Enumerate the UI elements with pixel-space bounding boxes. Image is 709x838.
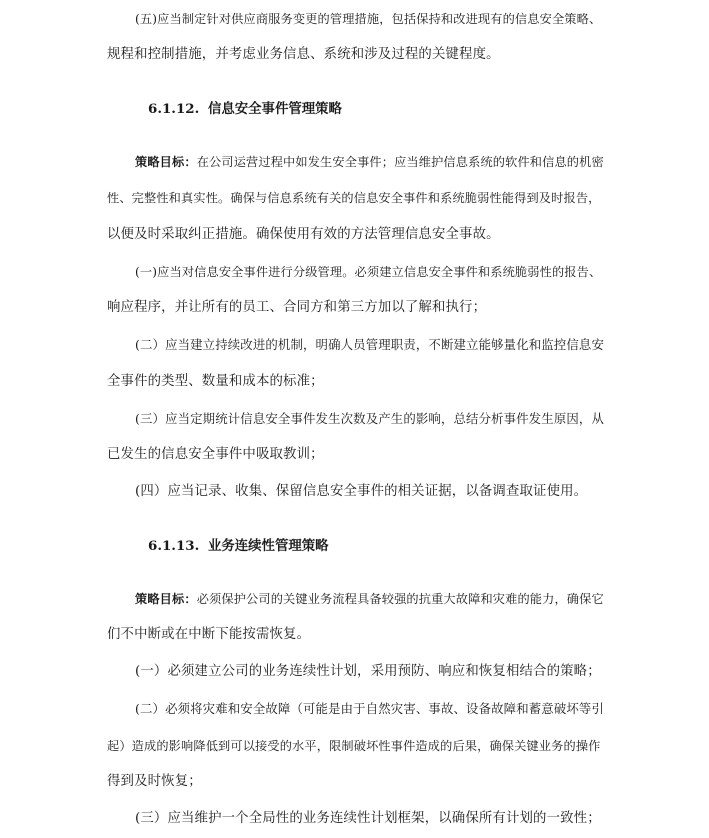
- paragraph-line: 性、完整性和真实性。确保与信息系统有关的信息安全事件和系统脆弱性能得到及时报告，: [107, 191, 601, 205]
- list-item-line: (三）应当定期统计信息安全事件发生次数及产生的影响，总结分析事件发生原因，从: [135, 411, 604, 426]
- policy-goal-text: 必须保护公司的关键业务流程具备较强的抗重大故障和灾难的能力，确保它: [196, 592, 604, 606]
- policy-goal-line: [135, 153, 607, 171]
- section-heading: [148, 100, 342, 118]
- policy-goal-label: 策略目标：: [135, 155, 197, 169]
- list-item-line: 起）造成的影响降低到可以接受的水平，限制破坏性事件造成的后果，确保关键业务的操作: [107, 739, 601, 753]
- paragraph-line: 们不中断或在中断下能按需恢复。: [107, 627, 311, 642]
- list-item-line: (四）应当记录、收集、保留信息安全事件的相关证据，以备调查取证使用。: [135, 484, 588, 499]
- paragraph-line: 规程和控制措施，并考虑业务信息、系统和涉及过程的关键程度。: [107, 47, 500, 62]
- list-item-line: (三）应当维护一个全局性的业务连续性计划框架，以确保所有计划的一致性；: [135, 811, 601, 826]
- list-item-line: (一)应当对信息安全事件进行分级管理。必须建立信息安全事件和系统脆弱性的报告、: [135, 265, 602, 279]
- section-number: 6.1.13.: [148, 538, 200, 554]
- list-item-line: (二）应当建立持续改进的机制，明确人员管理职责，不断建立能够量化和监控信息安: [135, 337, 604, 352]
- policy-goal-text: 在公司运营过程中如发生安全事件；应当维护信息系统的软件和信息的机密: [196, 155, 604, 169]
- list-item-line: 全事件的类型、数量和成本的标准；: [107, 374, 324, 389]
- section-number: 6.1.12.: [148, 101, 200, 117]
- list-item-line: 响应程序，并让所有的员工、合同方和第三方加以了解和执行；: [107, 300, 487, 315]
- paragraph-line: 以便及时采取纠正措施。确保使用有效的方法管理信息安全事故。: [107, 227, 500, 242]
- section-title: 业务连续性管理策略: [208, 538, 329, 554]
- section-heading: [148, 537, 329, 555]
- paragraph-line: (五)应当制定针对供应商服务变更的管理措施，包括保持和改进现有的信息安全策略、: [135, 12, 602, 26]
- list-item-line: 已发生的信息安全事件中吸取教训；: [107, 447, 324, 462]
- section-title: 信息安全事件管理策略: [208, 101, 342, 117]
- list-item-line: (二）必须将灾难和安全故障（可能是由于自然灾害、事故、设备故障和蓄意破坏等引: [135, 701, 604, 716]
- list-item-line: (一）必须建立公司的业务连续性计划，采用预防、响应和恢复相结合的策略；: [135, 664, 601, 679]
- policy-goal-label: 策略目标：: [135, 592, 197, 606]
- list-item-line: 得到及时恢复；: [107, 774, 202, 789]
- policy-goal-line: [135, 590, 607, 608]
